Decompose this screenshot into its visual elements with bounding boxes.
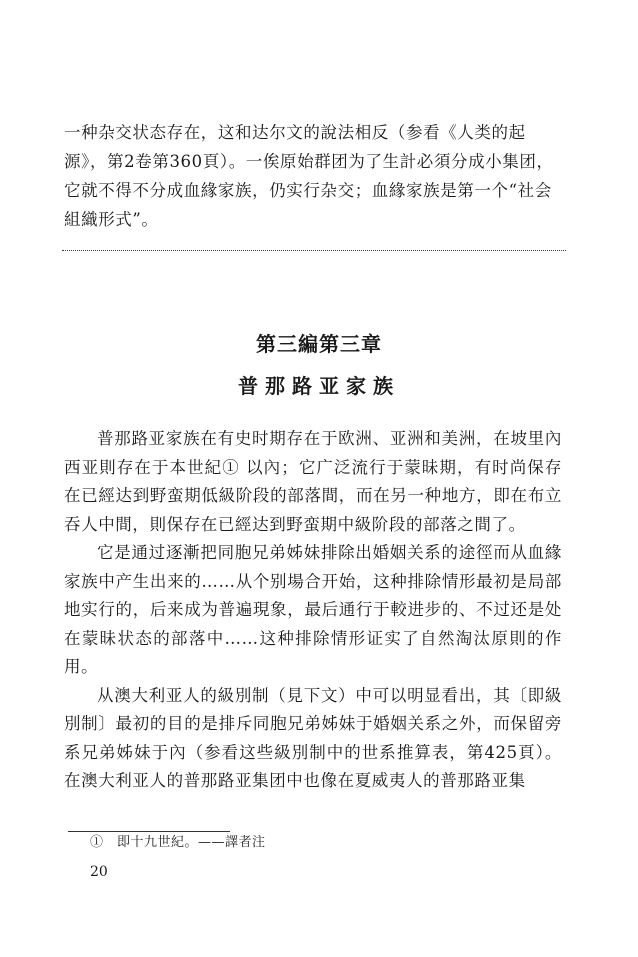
- body-paragraph: 从澳大利亚人的級別制（見下文）中可以明显看出，其〔即級別制〕最初的目的是排斥同胞兄弟姊妹于婚姻关系之外，而保留旁系兄弟姊妹于內（参看这些級別制中的世系推算表，第425頁）。在澳大利亚人的普那路亚集团中也像在夏威夷人的普那路亚集: [64, 685, 562, 790]
- chapter-number-heading: 第三編第三章: [256, 332, 382, 356]
- footnote-rule: [68, 831, 230, 832]
- body-paragraph: 普那路亚家族在有史时期存在于欧洲、亚洲和美洲，在坡里內西亚則存在于本世紀① 以內；它广泛流行于蒙昧期，有时尚保存在已經达到野蛮期低級阶段的部落間，而在另一种地方，即在布立吞人中間，則保存在已經达到野蛮期中級阶段的部落之間了。: [64, 429, 562, 534]
- body-paragraph: 它是通过逐漸把同胞兄弟姊妹排除出婚姻关系的途徑而从血緣家族中产生出来的……从个别場合开始，这种排除情形最初是局部地实行的，后来成为普遍現象，最后通行于較进步的、不过还是处在蒙昧状态的部落中……这种排除情形证实了自然淘汰原則的作用。: [64, 543, 562, 676]
- section-divider: [62, 250, 566, 251]
- continued-paragraph: 一种杂交状态存在，这和达尔文的說法相反（参看《人类的起源》，第2卷第360頁）。一俟原始群团为了生計必須分成小集团，它就不得不分成血緣家族，仍实行杂交；血緣家族是第一个“社会組織形式”。: [64, 123, 554, 229]
- chapter-title: 普那路亚家族: [238, 374, 400, 398]
- page-number: 20: [90, 864, 108, 880]
- chapter-body: [64, 425, 562, 796]
- footnote: ① 即十九世紀。——譯者注: [90, 835, 266, 850]
